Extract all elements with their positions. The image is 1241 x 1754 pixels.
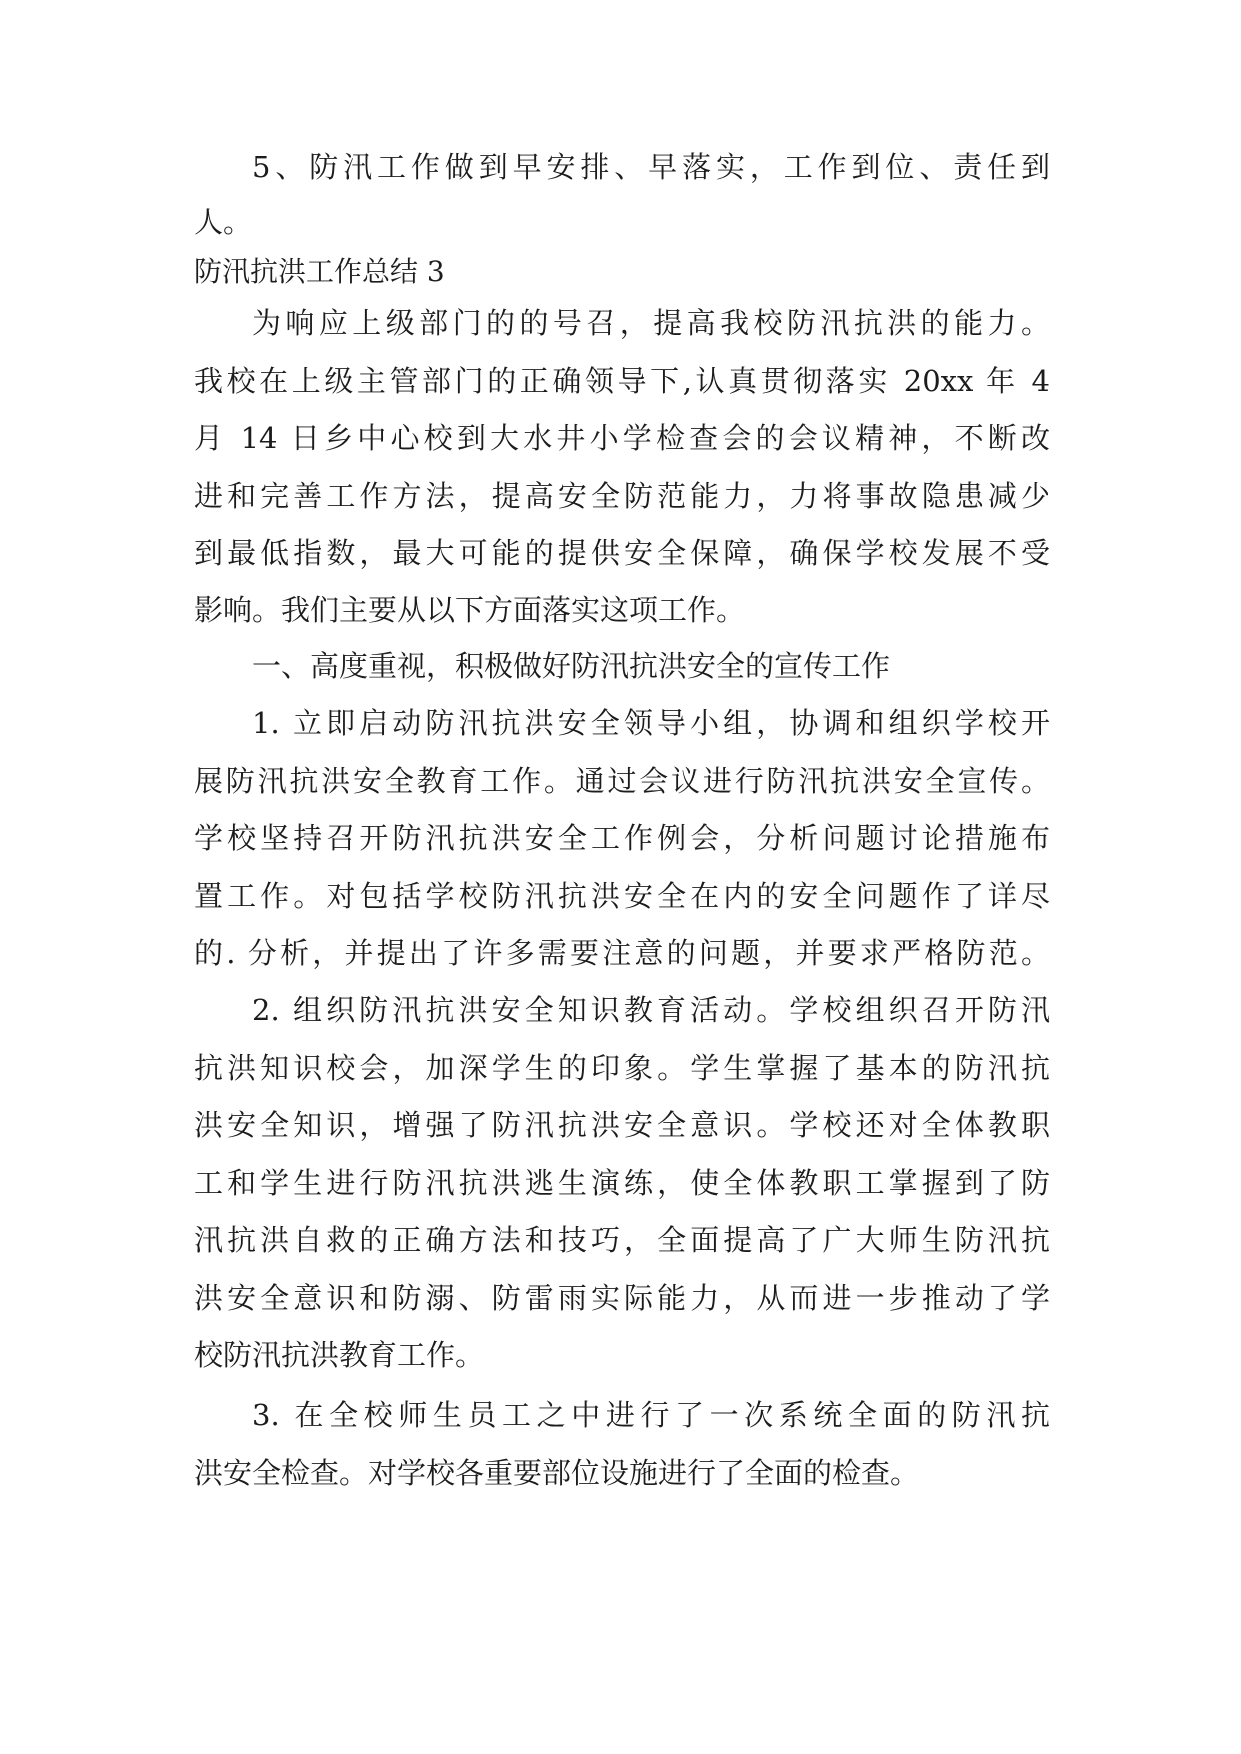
text-line: 月 14 日乡中心校到大水井小学检查会的会议精神，不断改 bbox=[194, 421, 1050, 455]
text-line: 为响应上级部门的的号召，提高我校防汛抗洪的能力。 bbox=[252, 306, 1050, 340]
text-line: 洪安全知识，增强了防汛抗洪安全意识。学校还对全体教职 bbox=[194, 1108, 1050, 1142]
text-line: 置工作。对包括学校防汛抗洪安全在内的安全问题作了详尽 bbox=[194, 879, 1050, 913]
text-line: 校防汛抗洪教育工作。 bbox=[194, 1338, 485, 1372]
text-line: 展防汛抗洪安全教育工作。通过会议进行防汛抗洪安全宣传。 bbox=[194, 764, 1050, 798]
text-line: 学校坚持召开防汛抗洪安全工作例会，分析问题讨论措施布 bbox=[194, 821, 1050, 855]
text-line: 进和完善工作方法，提高安全防范能力，力将事故隐患减少 bbox=[194, 479, 1050, 513]
text-line: 汛抗洪自救的正确方法和技巧，全面提高了广大师生防汛抗 bbox=[194, 1223, 1050, 1257]
subheading-line: 一、高度重视，积极做好防汛抗洪安全的宣传工作 bbox=[252, 649, 891, 683]
section-heading: 防汛抗洪工作总结 3 bbox=[194, 255, 445, 288]
text-line: 我校在上级主管部门的正确领导下,认真贯彻落实 20xx 年 4 bbox=[194, 364, 1050, 398]
text-line: 5、防汛工作做到早安排、早落实，工作到位、责任到 bbox=[252, 150, 1050, 184]
text-line: 到最低指数，最大可能的提供安全保障，确保学校发展不受 bbox=[194, 536, 1050, 570]
text-line: 洪安全意识和防溺、防雷雨实际能力，从而进一步推动了学 bbox=[194, 1281, 1050, 1315]
text-line: 的. 分析，并提出了许多需要注意的问题，并要求严格防范。 bbox=[194, 936, 1050, 970]
text-line: 1. 立即启动防汛抗洪安全领导小组，协调和组织学校开 bbox=[252, 706, 1050, 740]
text-line: 2. 组织防汛抗洪安全知识教育活动。学校组织召开防汛 bbox=[252, 993, 1050, 1027]
text-line: 工和学生进行防汛抗洪逃生演练，使全体教职工掌握到了防 bbox=[194, 1166, 1050, 1200]
text-line: 人。 bbox=[194, 205, 253, 239]
text-line: 3. 在全校师生员工之中进行了一次系统全面的防汛抗 bbox=[252, 1398, 1050, 1432]
text-line: 抗洪知识校会，加深学生的印象。学生掌握了基本的防汛抗 bbox=[194, 1051, 1050, 1085]
text-line: 洪安全检查。对学校各重要部位设施进行了全面的检查。 bbox=[194, 1456, 920, 1490]
text-line: 影响。我们主要从以下方面落实这项工作。 bbox=[194, 593, 746, 627]
